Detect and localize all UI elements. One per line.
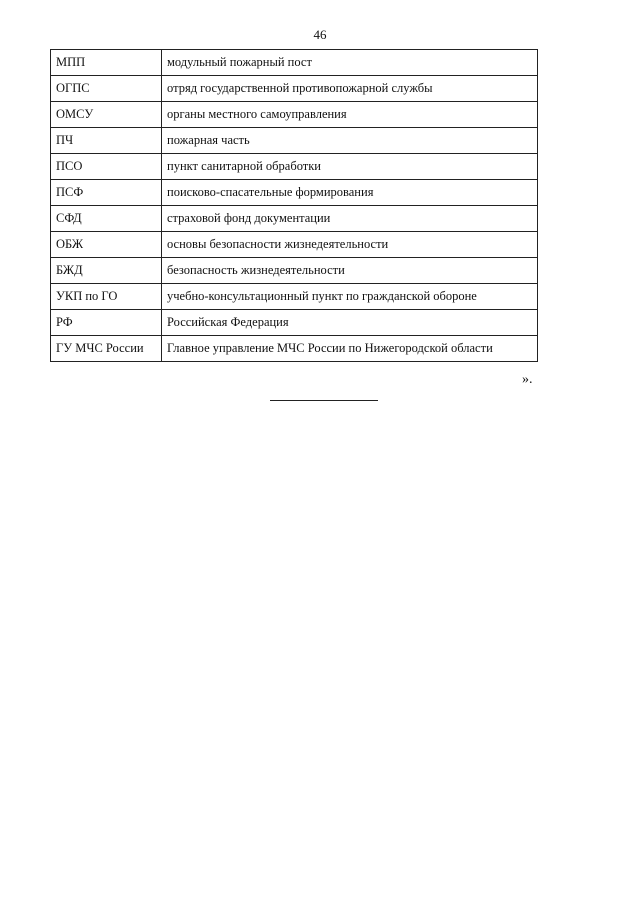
meaning-cell: Главное управление МЧС России по Нижегородской области	[162, 336, 538, 362]
meaning-cell: поисково-спасательные формирования	[162, 180, 538, 206]
abbreviation-cell: ПЧ	[51, 128, 162, 154]
meaning-cell: модульный пожарный пост	[162, 50, 538, 76]
meaning-cell: учебно-консультационный пункт по гражданской обороне	[162, 284, 538, 310]
abbreviation-cell: ОГПС	[51, 76, 162, 102]
table-row	[51, 154, 538, 180]
table-row	[51, 310, 538, 336]
abbreviation-cell: ГУ МЧС России	[51, 336, 162, 362]
table-row	[51, 76, 538, 102]
table-row	[51, 232, 538, 258]
abbreviation-cell: БЖД	[51, 258, 162, 284]
abbreviation-cell: ПСФ	[51, 180, 162, 206]
meaning-cell: безопасность жизнедеятельности	[162, 258, 538, 284]
abbreviation-cell: МПП	[51, 50, 162, 76]
meaning-cell: пункт санитарной обработки	[162, 154, 538, 180]
table-row	[51, 102, 538, 128]
meaning-cell: основы безопасности жизнедеятельности	[162, 232, 538, 258]
meaning-cell: пожарная часть	[162, 128, 538, 154]
closing-quote-mark: ».	[522, 372, 533, 387]
abbreviation-cell: РФ	[51, 310, 162, 336]
page-number: 46	[313, 27, 327, 42]
abbreviations-table	[50, 49, 538, 362]
end-of-document-rule	[270, 400, 378, 401]
abbreviations-table-body	[51, 50, 538, 362]
table-row	[51, 50, 538, 76]
meaning-cell: страховой фонд документации	[162, 206, 538, 232]
table-row	[51, 180, 538, 206]
abbreviation-cell: ОБЖ	[51, 232, 162, 258]
table-row	[51, 128, 538, 154]
table-row	[51, 258, 538, 284]
meaning-cell: отряд государственной противопожарной службы	[162, 76, 538, 102]
meaning-cell: Российская Федерация	[162, 310, 538, 336]
table-row	[51, 206, 538, 232]
abbreviation-cell: СФД	[51, 206, 162, 232]
abbreviation-cell: УКП по ГО	[51, 284, 162, 310]
table-row	[51, 336, 538, 362]
abbreviation-cell: ПСО	[51, 154, 162, 180]
meaning-cell: органы местного самоуправления	[162, 102, 538, 128]
abbreviation-cell: ОМСУ	[51, 102, 162, 128]
table-row	[51, 284, 538, 310]
